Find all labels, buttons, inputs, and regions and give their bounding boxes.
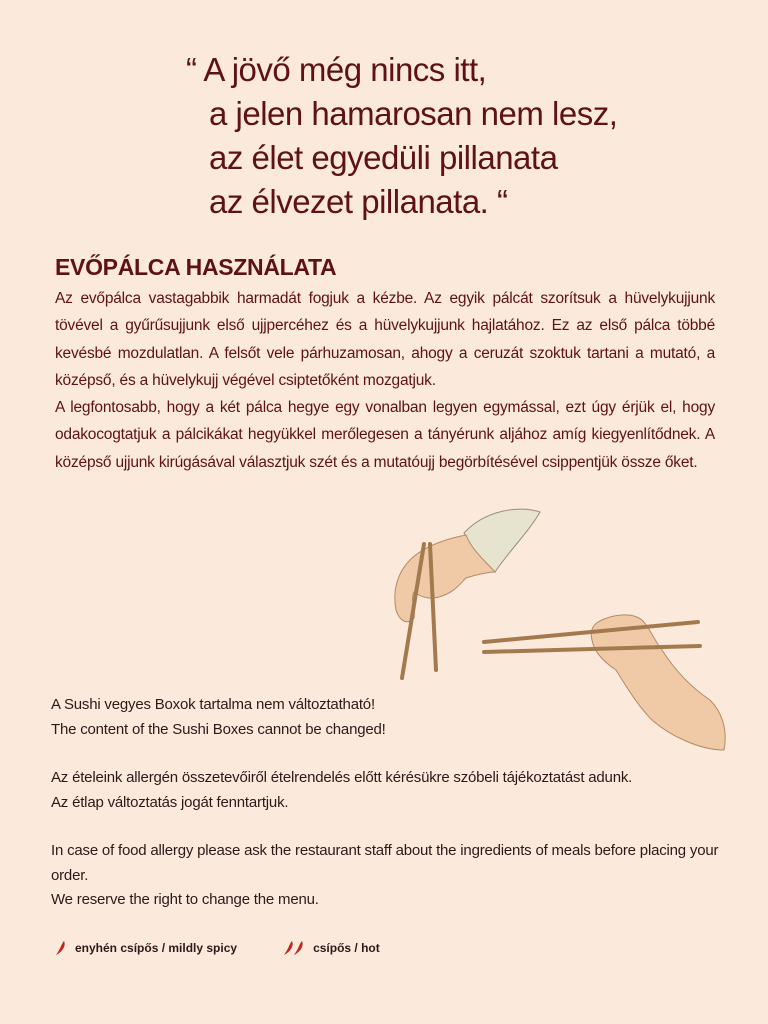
quote-line: az élet egyedüli pillanata [209,139,558,176]
legend-label: csípős / hot [313,941,380,955]
chili-pepper-icon [55,940,67,956]
notice-text: A Sushi vegyes Boxok tartalma nem változtatható! [51,696,375,713]
legend-item-mild [55,940,237,956]
notices-block [51,693,731,913]
notice-text: In case of food allergy please ask the restaurant staff about the ingredients of meals before placing your order. [51,842,719,884]
notice-text: We reserve the right to change the menu. [51,891,319,908]
section-heading: EVŐPÁLCA HASZNÁLATA [55,254,337,280]
quote-line: a jelen hamarosan nem lesz, [209,95,618,132]
instructions-paragraph: Az evőpálca vastagabbik harmadát fogjuk a kézbe. Az egyik pálcát szorítsuk a hüvelykujjunk tövével a gyűrűsujjunk első ujjpercéhez és a hüvelykujjunk hajlatához. Ez az első pálca többé kevésbé mozdulatlan. A felsőt vele párhuzamosan, ahogy a ceruzát szoktuk tartani a mutató, a középső, és a hüvelykujj végével csiptetőként mozgatjuk. [55,290,715,389]
notice-text: Az étlap változtatás jogát fenntartjuk. [51,793,289,811]
quote-line: “ A jövő még nincs itt, [186,51,487,88]
notice-text: Az ételeink allergén összetevőiről ételrendelés előtt kérésükre szóbeli tájékoztatást adunk. [51,769,633,786]
quote-block [186,48,617,224]
chopsticks-instructions [55,285,715,476]
legend-label: enyhén csípős / mildly spicy [75,941,238,955]
chopstick [484,622,698,642]
legend-item-hot [283,940,380,956]
notice-text: The content of the Sushi Boxes cannot be changed! [51,720,386,738]
quote-line: az élvezet pillanata. “ [209,183,508,220]
spice-legend [55,940,380,956]
instructions-paragraph: A legfontosabb, hogy a két pálca hegye egy vonalban legyen egymással, ezt úgy érjük el, hogy odakocogtatjuk a pálcikákat hegyükkel merőlegesen a tányérunk aljához amíg kiegyenlítődnek. A középső ujjunk kirúgásával választjuk szét és a mutatóujj begörbítésével csippentjük össze őket. [55,399,715,471]
chopstick [484,646,700,652]
double-chili-pepper-icon [283,940,305,956]
